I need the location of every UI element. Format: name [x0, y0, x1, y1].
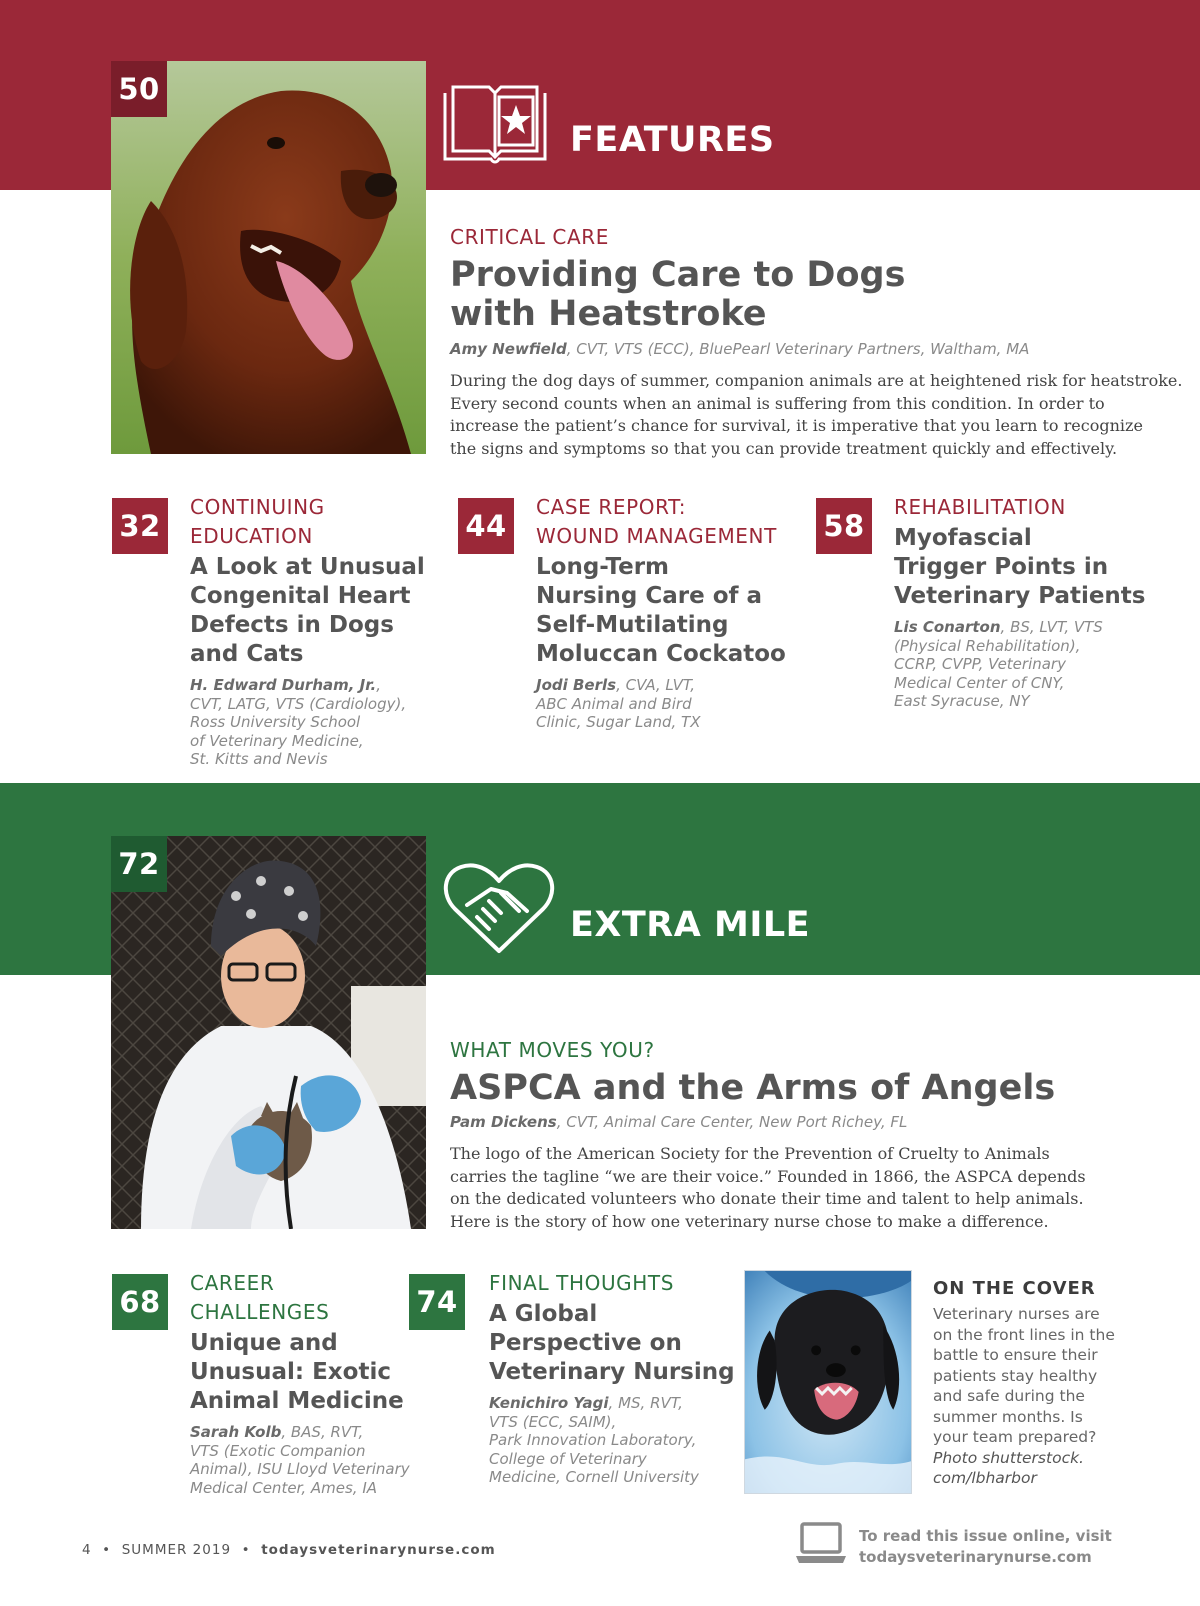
- deck-line: During the dog days of summer, companion animals are at heightened risk for heatstroke.: [450, 371, 1183, 390]
- headline-line: A Look at Unusual: [190, 554, 425, 580]
- byline-line: VTS (Exotic Companion: [190, 1441, 366, 1460]
- byline-line: Medicine, Cornell University: [489, 1468, 699, 1486]
- footer-issue: SUMMER 2019: [121, 1542, 232, 1558]
- byline-line: of Veterinary Medicine,: [190, 731, 364, 750]
- headline-line: Perspective on: [489, 1330, 682, 1356]
- article-headline: [489, 1300, 735, 1387]
- article-kicker: [489, 1269, 674, 1298]
- byline-line: St. Kitts and Nevis: [190, 750, 328, 768]
- deck-line: The logo of the American Society for the Prevention of Cruelty to Animals: [450, 1144, 1050, 1163]
- headline-line: Moluccan Cockatoo: [536, 641, 786, 667]
- headline-line: Trigger Points in: [894, 554, 1109, 580]
- lead-byline: [450, 340, 1029, 359]
- veterinary-nurse-kitten-photo: [111, 836, 426, 1229]
- lead-headline-line: with Heatstroke: [450, 294, 767, 334]
- headline-line: Veterinary Patients: [894, 583, 1146, 609]
- page-number-badge: 58: [816, 498, 872, 554]
- headline-line: Long-Term: [536, 554, 670, 580]
- cover-text-line: patients stay healthy: [933, 1366, 1098, 1385]
- byline-line: East Syracuse, NY: [894, 692, 1030, 710]
- headline-line: Veterinary Nursing: [489, 1359, 735, 1385]
- author-name: Pam Dickens: [450, 1113, 557, 1131]
- author-name: H. Edward Durham, Jr.: [190, 676, 377, 694]
- byline-line: (Physical Rehabilitation),: [894, 636, 1081, 655]
- article-byline: [536, 676, 701, 732]
- kicker-line: WOUND MANAGEMENT: [536, 524, 777, 548]
- features-section-title: FEATURES: [570, 120, 775, 160]
- headline-line: Self-Mutilating: [536, 612, 729, 638]
- footer-separator: •: [236, 1542, 256, 1558]
- page-number-badge: 68: [112, 1274, 168, 1330]
- footer-site-link[interactable]: todaysveterinarynurse.com: [261, 1542, 496, 1558]
- headline-line: Defects in Dogs: [190, 612, 394, 638]
- headline-line: Myofascial: [894, 525, 1032, 551]
- read-online-link[interactable]: todaysveterinarynurse.com: [859, 1548, 1092, 1566]
- photo-credit: com/lbharbor: [933, 1469, 1037, 1487]
- author-name: Sarah Kolb: [190, 1423, 282, 1441]
- laptop-icon: [795, 1521, 847, 1567]
- article-headline: [190, 553, 425, 669]
- byline-line: CCRP, CVPP, Veterinary: [894, 655, 1066, 673]
- page-number-badge: 44: [458, 498, 514, 554]
- setter-dog-photo: [111, 61, 426, 454]
- photo-credit: Photo shutterstock.: [933, 1448, 1084, 1467]
- headline-line: Congenital Heart: [190, 583, 411, 609]
- kicker-line: CONTINUING: [190, 495, 325, 519]
- deck-line: on the dedicated volunteers who donate their time and talent to help animals.: [450, 1189, 1084, 1208]
- article-kicker: [190, 493, 325, 551]
- headline-line: Unusual: Exotic: [190, 1359, 391, 1385]
- byline-line: College of Veterinary: [489, 1449, 647, 1468]
- cover-text-line: battle to ensure their: [933, 1346, 1098, 1364]
- cover-description: [933, 1304, 1115, 1489]
- footer-page-number: 4: [82, 1542, 92, 1558]
- extra-mile-section-title: EXTRA MILE: [570, 905, 811, 945]
- author-name: Lis Conarton: [894, 618, 1001, 636]
- byline-line: CVT, LATG, VTS (Cardiology),: [190, 694, 407, 713]
- page-number-badge: 32: [112, 498, 168, 554]
- byline-line: Clinic, Sugar Land, TX: [536, 713, 701, 731]
- kicker-line: CAREER: [190, 1271, 275, 1295]
- lead-kicker: CRITICAL CARE: [450, 225, 610, 249]
- byline-line: Medical Center of CNY,: [894, 673, 1065, 692]
- lead-byline: [450, 1113, 907, 1132]
- page-number-badge: 50: [111, 61, 167, 117]
- article-byline: [894, 618, 1103, 711]
- kicker-line: FINAL THOUGHTS: [489, 1271, 675, 1295]
- kicker-line: CASE REPORT:: [536, 495, 687, 519]
- article-byline: [190, 676, 406, 769]
- article-kicker: [536, 493, 777, 551]
- byline-line: , BS, LVT, VTS: [1000, 618, 1103, 636]
- byline-line: Animal), ISU Lloyd Veterinary: [190, 1460, 410, 1478]
- cover-text-line: Veterinary nurses are: [933, 1305, 1100, 1323]
- open-book-star-icon: [441, 83, 549, 167]
- lead-kicker: WHAT MOVES YOU?: [450, 1038, 655, 1062]
- footer-separator: •: [96, 1542, 117, 1558]
- cover-text-line: on the front lines in the: [933, 1325, 1115, 1344]
- headline-line: Nursing Care of a: [536, 583, 763, 609]
- article-headline: [190, 1329, 404, 1416]
- on-the-cover-heading: ON THE COVER: [933, 1278, 1096, 1299]
- kicker-line: EDUCATION: [190, 524, 313, 548]
- cover-dog-photo: [744, 1270, 912, 1494]
- cover-text-line: your team prepared?: [933, 1428, 1097, 1446]
- headline-line: A Global: [489, 1301, 598, 1327]
- byline-line: Park Innovation Laboratory,: [489, 1431, 697, 1449]
- article-byline: [489, 1394, 699, 1487]
- article-kicker: [894, 493, 1066, 522]
- page-number-badge: 72: [111, 836, 167, 892]
- author-name: Jodi Berls: [536, 676, 617, 694]
- headline-line: Unique and: [190, 1330, 338, 1356]
- article-headline: [536, 553, 786, 669]
- byline-line: , CVA, LVT,: [616, 676, 696, 694]
- page-footer: [82, 1542, 496, 1558]
- lead-deck: [450, 1143, 1086, 1233]
- byline-line: , BAS, RVT,: [281, 1423, 364, 1441]
- byline-line: ABC Animal and Bird: [536, 694, 692, 713]
- headline-line: and Cats: [190, 641, 304, 667]
- byline-line: Ross University School: [190, 713, 361, 731]
- byline-line: ,: [376, 676, 381, 694]
- lead-deck: [450, 370, 1182, 460]
- heart-handshake-icon: [441, 861, 557, 957]
- lead-headline-line: Providing Care to Dogs: [450, 255, 906, 295]
- article-kicker: [190, 1269, 329, 1327]
- page-number-badge: 74: [409, 1274, 465, 1330]
- author-credentials: , CVT, Animal Care Center, New Port Richey, FL: [556, 1113, 908, 1131]
- author-credentials: , CVT, VTS (ECC), BluePearl Veterinary Partners, Waltham, MA: [566, 340, 1030, 358]
- cover-text-line: summer months. Is: [933, 1407, 1083, 1426]
- author-name: Amy Newfield: [450, 340, 567, 358]
- kicker-line: CHALLENGES: [190, 1300, 330, 1324]
- lead-headline: [450, 256, 905, 334]
- lead-headline: ASPCA and the Arms of Angels: [450, 1068, 1056, 1108]
- byline-line: Medical Center, Ames, IA: [190, 1478, 378, 1497]
- headline-line: Animal Medicine: [190, 1388, 404, 1414]
- read-online-text: To read this issue online, visit: [859, 1527, 1112, 1545]
- kicker-line: REHABILITATION: [894, 495, 1066, 519]
- read-online-note: [859, 1526, 1112, 1568]
- byline-line: VTS (ECC, SAIM),: [489, 1412, 617, 1431]
- cover-text-line: and safe during the: [933, 1387, 1085, 1405]
- author-name: Kenichiro Yagi: [489, 1394, 609, 1412]
- deck-line: Every second counts when an animal is suffering from this condition. In order to: [450, 393, 1105, 413]
- deck-line: Here is the story of how one veterinary nurse chose to make a difference.: [450, 1211, 1049, 1231]
- deck-line: carries the tagline “we are their voice.” Founded in 1866, the ASPCA depends: [450, 1166, 1086, 1186]
- deck-line: the signs and symptoms so that you can provide treatment quickly and effectively.: [450, 438, 1118, 458]
- article-byline: [190, 1423, 410, 1497]
- byline-line: , MS, RVT,: [608, 1394, 683, 1412]
- article-headline: [894, 524, 1146, 611]
- deck-line: increase the patient’s chance for survival, it is imperative that you learn to recognize: [450, 416, 1143, 435]
